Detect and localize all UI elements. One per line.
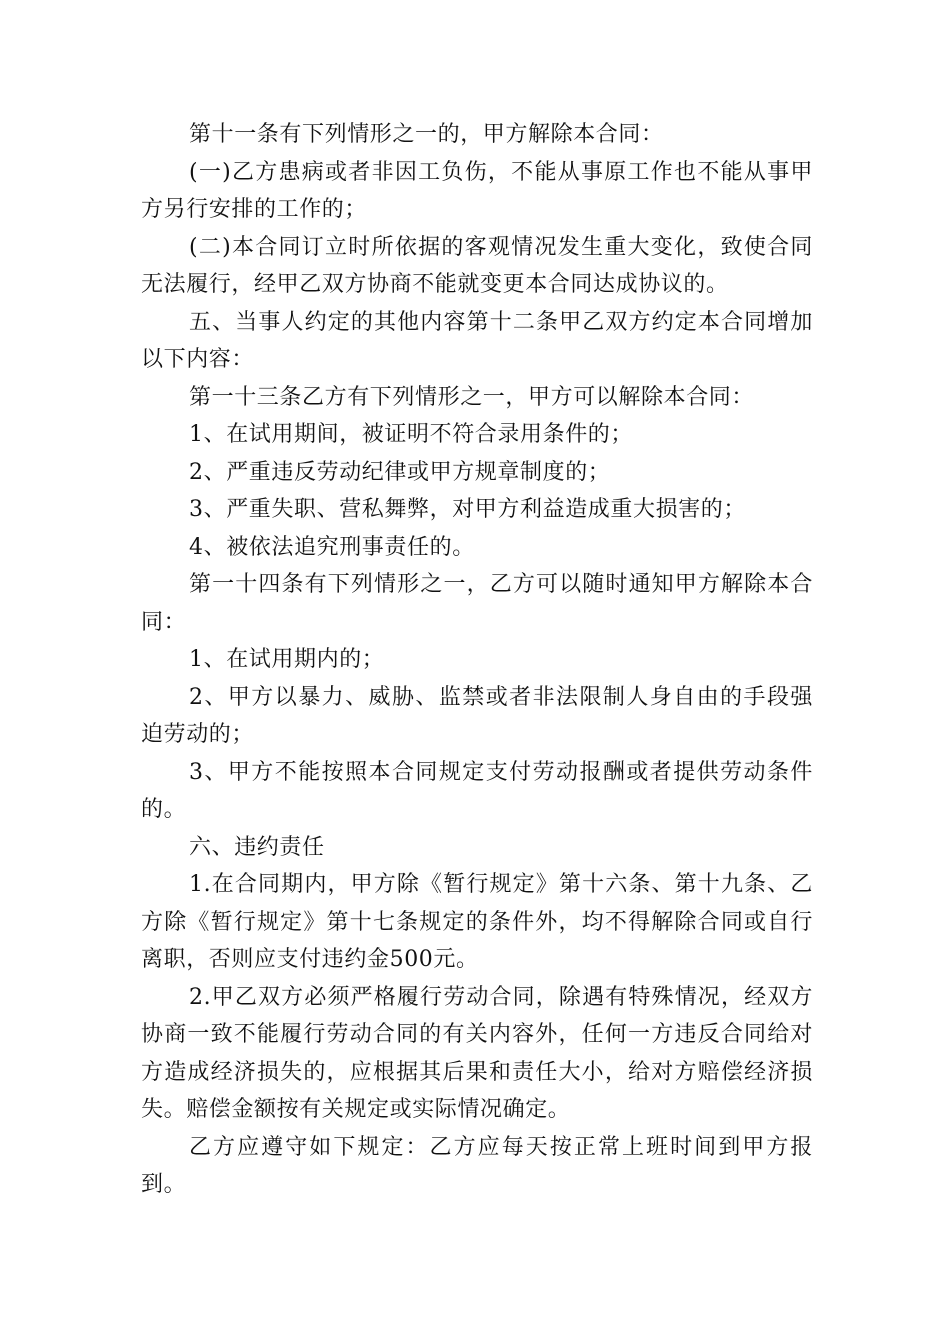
paragraph-section-5: 五、当事人约定的其他内容第十二条甲乙双方约定本合同增加以下内容： <box>141 309 813 372</box>
paragraph-article-13: 第一十三条乙方有下列情形之一，甲方可以解除本合同： <box>189 384 755 410</box>
paragraph-clause-2: (二)本合同订立时所依据的客观情况发生重大变化，致使合同无法履行，经甲乙双方协商不能就变更本合同达成协议的。 <box>141 234 813 297</box>
document-body <box>141 116 813 1204</box>
paragraph-liability-1: 1.在合同期内，甲方除《暂行规定》第十六条、第十九条、乙方除《暂行规定》第十七条规定的条件外，均不得解除合同或自行离职，否则应支付违约金500元。 <box>141 872 813 972</box>
paragraph-article-11: 第十一条有下列情形之一的，甲方解除本合同： <box>189 122 664 147</box>
paragraph-section-6: 六、违约责任 <box>189 834 325 860</box>
paragraph-article-13-item-1: 1、在试用期间，被证明不符合录用条件的； <box>189 422 633 447</box>
paragraph-article-14-item-2: 2、甲方以暴力、威胁、监禁或者非法限制人身自由的手段强迫劳动的； <box>141 684 813 747</box>
paragraph-article-13-item-2: 2、严重违反劳动纪律或甲方规章制度的； <box>189 459 611 485</box>
paragraph-article-14-item-3: 3、甲方不能按照本合同规定支付劳动报酬或者提供劳动条件的。 <box>141 759 813 822</box>
paragraph-article-13-item-3: 3、严重失职、营私舞弊，对甲方利益造成重大损害的； <box>189 497 746 522</box>
paragraph-attendance-rule: 乙方应遵守如下规定：乙方应每天按正常上班时间到甲方报到。 <box>141 1134 813 1197</box>
paragraph-article-14: 第一十四条有下列情形之一，乙方可以随时通知甲方解除本合同： <box>141 572 813 635</box>
paragraph-clause-1: (一)乙方患病或者非因工负伤，不能从事原工作也不能从事甲方另行安排的工作的； <box>141 159 813 222</box>
paragraph-article-14-item-1: 1、在试用期内的； <box>189 647 385 672</box>
paragraph-article-13-item-4: 4、被依法追究刑事责任的。 <box>189 534 475 560</box>
paragraph-liability-2: 2.甲乙双方必须严格履行劳动合同，除遇有特殊情况，经双方协商一致不能履行劳动合同的有关内容外，任何一方违反合同给对方造成经济损失的，应根据其后果和责任大小，给对方赔偿经济损失。赔偿金额按有关规定或实际情况确定。 <box>141 984 813 1122</box>
